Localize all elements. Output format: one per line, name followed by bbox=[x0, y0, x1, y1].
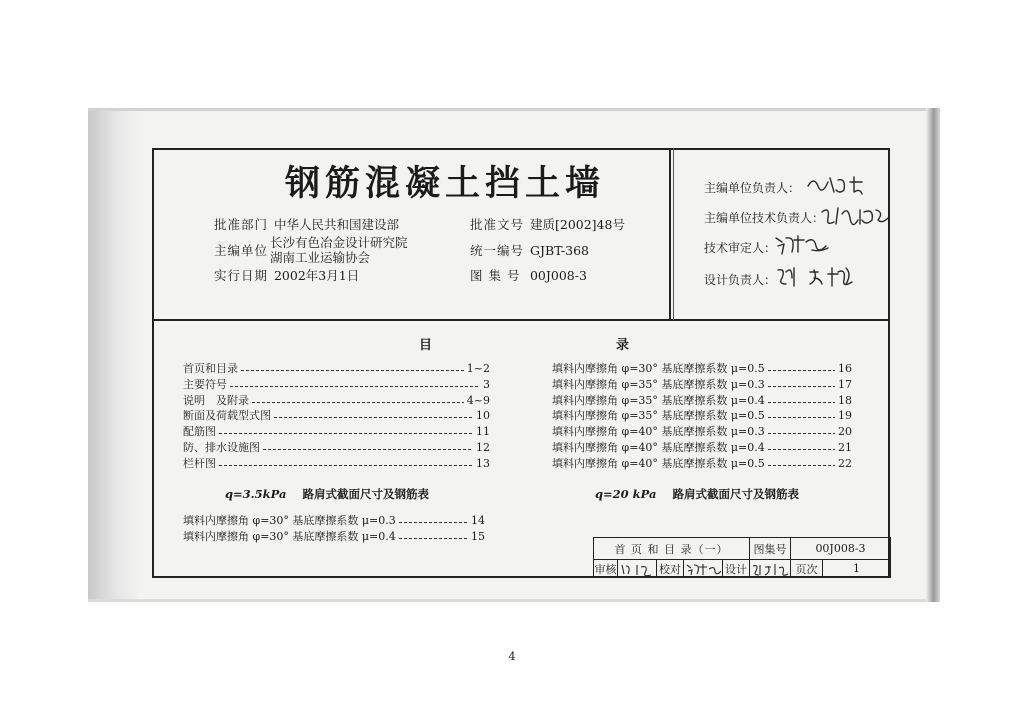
unified-number-label: 统一编号 bbox=[470, 243, 525, 258]
toc-item-page: 13 bbox=[476, 456, 490, 470]
toc-item-page: 14 bbox=[471, 513, 485, 527]
leader-dashes bbox=[768, 370, 835, 371]
toc-item-title: 防、排水设施图 bbox=[183, 441, 260, 454]
atlas-number bbox=[470, 268, 587, 284]
leader-dashes bbox=[768, 465, 835, 466]
page-number: 4 bbox=[508, 650, 516, 663]
editor-unit-label bbox=[214, 243, 270, 259]
leader-dashes bbox=[252, 402, 464, 403]
toc-item bbox=[552, 423, 852, 439]
toc-item-page: 10 bbox=[476, 408, 490, 422]
toc-item bbox=[183, 407, 490, 423]
approval-number-value: 建质[2002]48号 bbox=[529, 217, 625, 232]
design-label: 设计 bbox=[723, 560, 750, 578]
toc-item-page: 4~9 bbox=[466, 393, 490, 407]
signature bbox=[774, 232, 830, 258]
leader-dashes bbox=[399, 522, 468, 523]
leader-dashes bbox=[768, 449, 835, 450]
atlas-number-label: 图 集 号 bbox=[470, 268, 521, 283]
toc-item-title: 填料内摩擦角 φ=30° 基底摩擦系数 μ=0.4 bbox=[183, 530, 396, 543]
toc-item-page: 21 bbox=[838, 440, 852, 454]
toc-item bbox=[552, 455, 852, 471]
page-value: 1 bbox=[823, 560, 891, 578]
title-block bbox=[593, 537, 891, 578]
atlas-no-value: 00J008-3 bbox=[791, 538, 891, 560]
approval-dept-label: 批准部门 bbox=[214, 217, 269, 232]
toc-item-title: 填料内摩擦角 φ=35° 基底摩擦系数 μ=0.3 bbox=[552, 378, 765, 391]
effective-date bbox=[214, 268, 359, 284]
toc-item-page: 12 bbox=[476, 440, 490, 454]
chief-editor-label: 主编单位负责人： bbox=[704, 181, 801, 195]
toc-item-page: 20 bbox=[838, 424, 852, 438]
toc-item-page: 1~2 bbox=[466, 361, 490, 375]
tech-reviewer-label: 技术审定人： bbox=[704, 241, 777, 255]
section-heading-left bbox=[225, 486, 429, 502]
leader-dashes bbox=[399, 538, 468, 539]
scan-edge-bottom bbox=[88, 599, 940, 602]
unified-number-value: GJBT-368 bbox=[529, 243, 589, 258]
leader-dashes bbox=[263, 449, 473, 450]
leader-dashes bbox=[219, 433, 473, 434]
leader-dashes bbox=[274, 417, 473, 418]
toc-item-page: 15 bbox=[471, 529, 485, 543]
signature bbox=[619, 562, 655, 576]
checker-signature-cell bbox=[684, 560, 723, 578]
page-label: 页次 bbox=[791, 560, 823, 578]
toc-item-page: 3 bbox=[483, 377, 490, 391]
toc-item-title: 填料内摩擦角 φ=40° 基底摩擦系数 μ=0.3 bbox=[552, 425, 765, 438]
toc-item bbox=[552, 439, 852, 455]
toc-item-title: 填料内摩擦角 φ=35° 基底摩擦系数 μ=0.5 bbox=[552, 409, 765, 422]
signature bbox=[685, 562, 721, 576]
toc-item-page: 19 bbox=[838, 408, 852, 422]
toc-item bbox=[183, 512, 485, 528]
toc-item bbox=[183, 528, 485, 544]
section-title: 路肩式截面尺寸及钢筋表 bbox=[302, 487, 429, 501]
leader-dashes bbox=[230, 386, 480, 387]
atlas-title: 钢筋混凝土挡土墙 bbox=[284, 163, 605, 204]
leader-dashes bbox=[768, 433, 835, 434]
editor-unit-2: 湖南工业运输协会 bbox=[270, 250, 371, 265]
leader-dashes bbox=[768, 417, 835, 418]
frame-divider bbox=[152, 319, 890, 321]
reviewer-signature-cell bbox=[618, 560, 657, 578]
toc-item-title: 填料内摩擦角 φ=30° 基底摩擦系数 μ=0.5 bbox=[552, 362, 765, 375]
section-heading-right bbox=[595, 486, 799, 502]
leader-dashes bbox=[219, 465, 473, 466]
review-label: 审核 bbox=[594, 560, 618, 578]
toc-item-page: 17 bbox=[838, 377, 852, 391]
effective-date-value: 2002年3月1日 bbox=[273, 268, 360, 283]
toc-item-title: 配筋图 bbox=[183, 425, 216, 438]
toc-item bbox=[552, 360, 852, 376]
editor-unit-1: 长沙有色冶金设计研究院 bbox=[270, 235, 408, 250]
leader-dashes bbox=[768, 402, 835, 403]
sheet-title: 首 页 和 目 录（一） bbox=[594, 538, 750, 560]
toc-item-title: 填料内摩擦角 φ=30° 基底摩擦系数 μ=0.3 bbox=[183, 514, 396, 527]
effective-date-label: 实行日期 bbox=[214, 268, 269, 283]
designer-label: 设计负责人： bbox=[704, 273, 777, 287]
toc-heading-left: 目 bbox=[419, 338, 433, 353]
toc-item-page: 22 bbox=[838, 456, 852, 470]
leader-dashes bbox=[241, 370, 464, 371]
approval-dept-value: 中华人民共和国建设部 bbox=[273, 217, 399, 232]
scan-shadow bbox=[88, 108, 140, 602]
toc-item bbox=[183, 423, 490, 439]
toc-item-title: 栏杆图 bbox=[183, 457, 216, 470]
toc-item bbox=[552, 376, 852, 392]
section-load: q=20 kPa bbox=[595, 487, 657, 501]
frame-divider-vertical bbox=[669, 148, 671, 320]
signature bbox=[806, 174, 866, 198]
toc-item bbox=[552, 407, 852, 423]
toc-item-page: 16 bbox=[838, 361, 852, 375]
section-load: q=3.5kPa bbox=[225, 487, 287, 501]
editor-label: 主编单位 bbox=[214, 243, 269, 258]
designer-signature-cell bbox=[750, 560, 791, 578]
atlas-number-value: 00J008-3 bbox=[529, 268, 587, 283]
signature bbox=[776, 264, 860, 292]
approval-dept bbox=[214, 217, 399, 233]
atlas-no-label: 图集号 bbox=[750, 538, 791, 560]
approval-number bbox=[470, 217, 625, 233]
toc-item bbox=[552, 392, 852, 408]
toc-item bbox=[183, 439, 490, 455]
toc-item-title: 填料内摩擦角 φ=40° 基底摩擦系数 μ=0.4 bbox=[552, 441, 765, 454]
frame-divider-vertical-inner bbox=[673, 148, 674, 320]
toc-item-page: 18 bbox=[838, 393, 852, 407]
toc-item-page: 11 bbox=[476, 424, 490, 438]
toc-item-title: 填料内摩擦角 φ=35° 基底摩擦系数 μ=0.4 bbox=[552, 394, 765, 407]
approval-number-label: 批准文号 bbox=[470, 217, 525, 232]
toc-item-title: 说明 及附录 bbox=[183, 394, 249, 407]
scan-edge-right bbox=[926, 108, 940, 602]
leader-dashes bbox=[768, 386, 835, 387]
toc-item-title: 断面及荷载型式图 bbox=[183, 409, 271, 422]
unified-number bbox=[470, 243, 589, 259]
tech-chief-label: 主编单位技术负责人： bbox=[704, 211, 825, 225]
toc-item-title: 主要符号 bbox=[183, 378, 227, 391]
toc-item-title: 填料内摩擦角 φ=40° 基底摩擦系数 μ=0.5 bbox=[552, 457, 765, 470]
signature bbox=[751, 562, 789, 576]
check-label: 校对 bbox=[657, 560, 684, 578]
toc-item bbox=[183, 392, 490, 408]
toc-item bbox=[183, 455, 490, 471]
section-title: 路肩式截面尺寸及钢筋表 bbox=[672, 487, 799, 501]
toc-item bbox=[183, 376, 490, 392]
scan-edge-top bbox=[88, 108, 940, 111]
toc-item bbox=[183, 360, 490, 376]
signature bbox=[820, 204, 890, 230]
toc-item-title: 首页和目录 bbox=[183, 362, 238, 375]
toc-heading-right: 录 bbox=[616, 338, 630, 353]
